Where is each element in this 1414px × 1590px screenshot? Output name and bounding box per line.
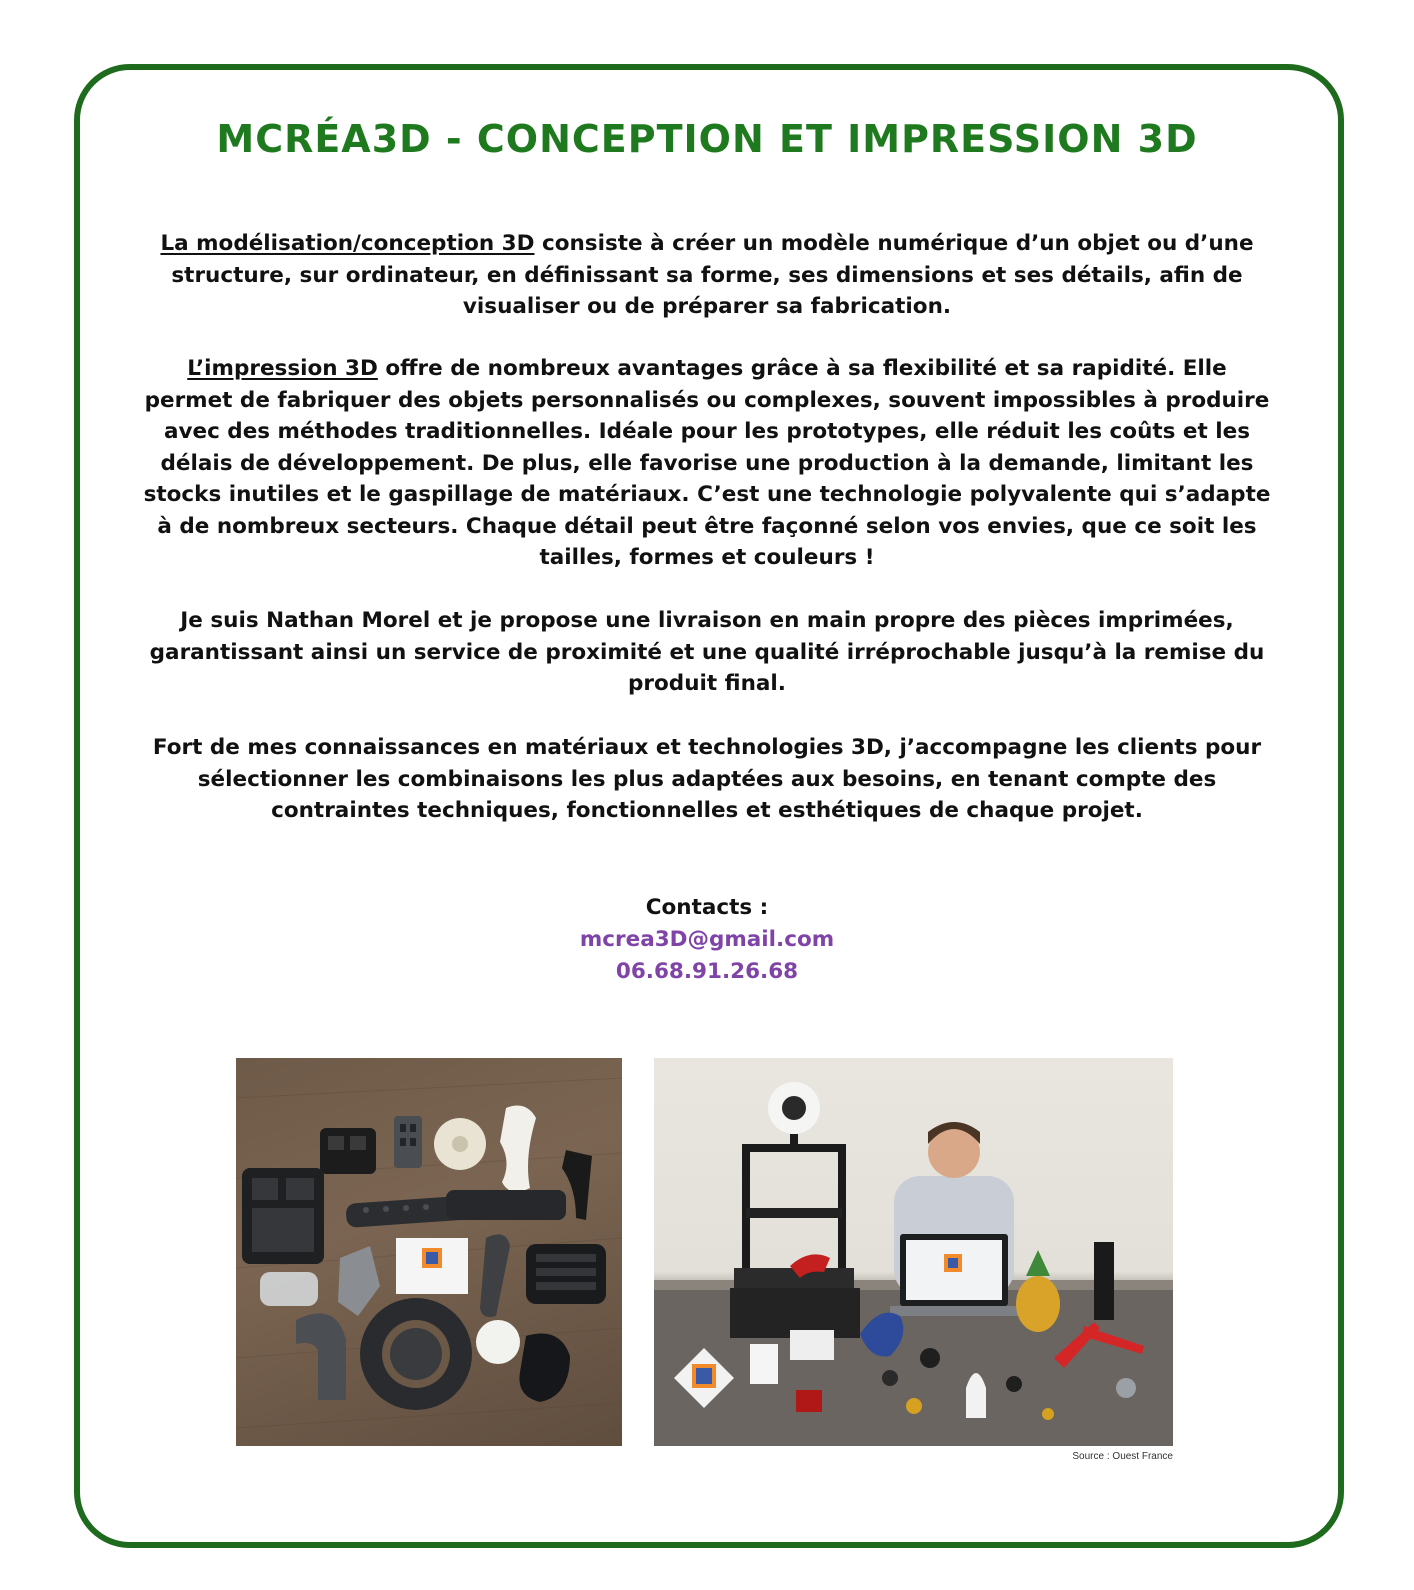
contacts-label: Contacts : (645, 895, 769, 920)
contacts-block (0, 892, 1414, 988)
paragraph-impression-text: offre de nombreux avantages grâce à sa flexibilité et sa rapidité. Elle permet de fabriquer des objets personnalisés ou complexes, souvent impossibles à produire avec des méthodes traditionnelles. Idéale pour les prototypes, elle réduit les coûts et les délais de développement. De plus, elle favorise une production à la demande, limitant les stocks inutiles et le gaspillage de matériaux. C’est une technologie polyvalente qui s’adapte à de nombreux secteurs. Chaque détail peut être façonné selon vos envies, que ce soit les tailles, formes et couleurs ! (143, 356, 1271, 570)
maker-with-printer-illustration (654, 1058, 1173, 1446)
maker-with-printer-photo (654, 1058, 1173, 1446)
paragraph-modelisation-text: consiste à créer un modèle numérique d’un objet ou d’une structure, sur ordinateur, en définissant sa forme, ses dimensions et ses détails, afin de visualiser ou de préparer sa fabrication. (171, 231, 1254, 319)
paragraph-expertise: Fort de mes connaissances en matériaux et technologies 3D, j’accompagne les clients pour sélectionner les combinaisons les plus adaptées aux besoins, en tenant compte des contraintes techniques, fonctionnelles et esthétiques de chaque projet. (152, 735, 1262, 823)
paragraph-modelisation (140, 228, 1274, 323)
page-title: MCRÉA3D - CONCEPTION ET IMPRESSION 3D (216, 117, 1198, 161)
printed-parts-illustration (236, 1058, 622, 1446)
contact-phone-link[interactable]: 06.68.91.26.68 (615, 959, 799, 984)
contact-email-link[interactable]: mcrea3D@gmail.com (579, 927, 835, 952)
photo-source-caption: Source : Ouest France (1072, 1451, 1173, 1462)
paragraph-presentation: Je suis Nathan Morel et je propose une livraison en main propre des pièces imprimées, garantissant ainsi un service de proximité et une qualité irréprochable jusqu’à la remise du produit final. (149, 608, 1265, 696)
paragraph-impression-lead: L’impression 3D (187, 356, 378, 381)
paragraph-modelisation-lead: La modélisation/conception 3D (160, 231, 535, 256)
paragraph-impression (140, 353, 1274, 574)
printed-parts-photo (236, 1058, 622, 1446)
